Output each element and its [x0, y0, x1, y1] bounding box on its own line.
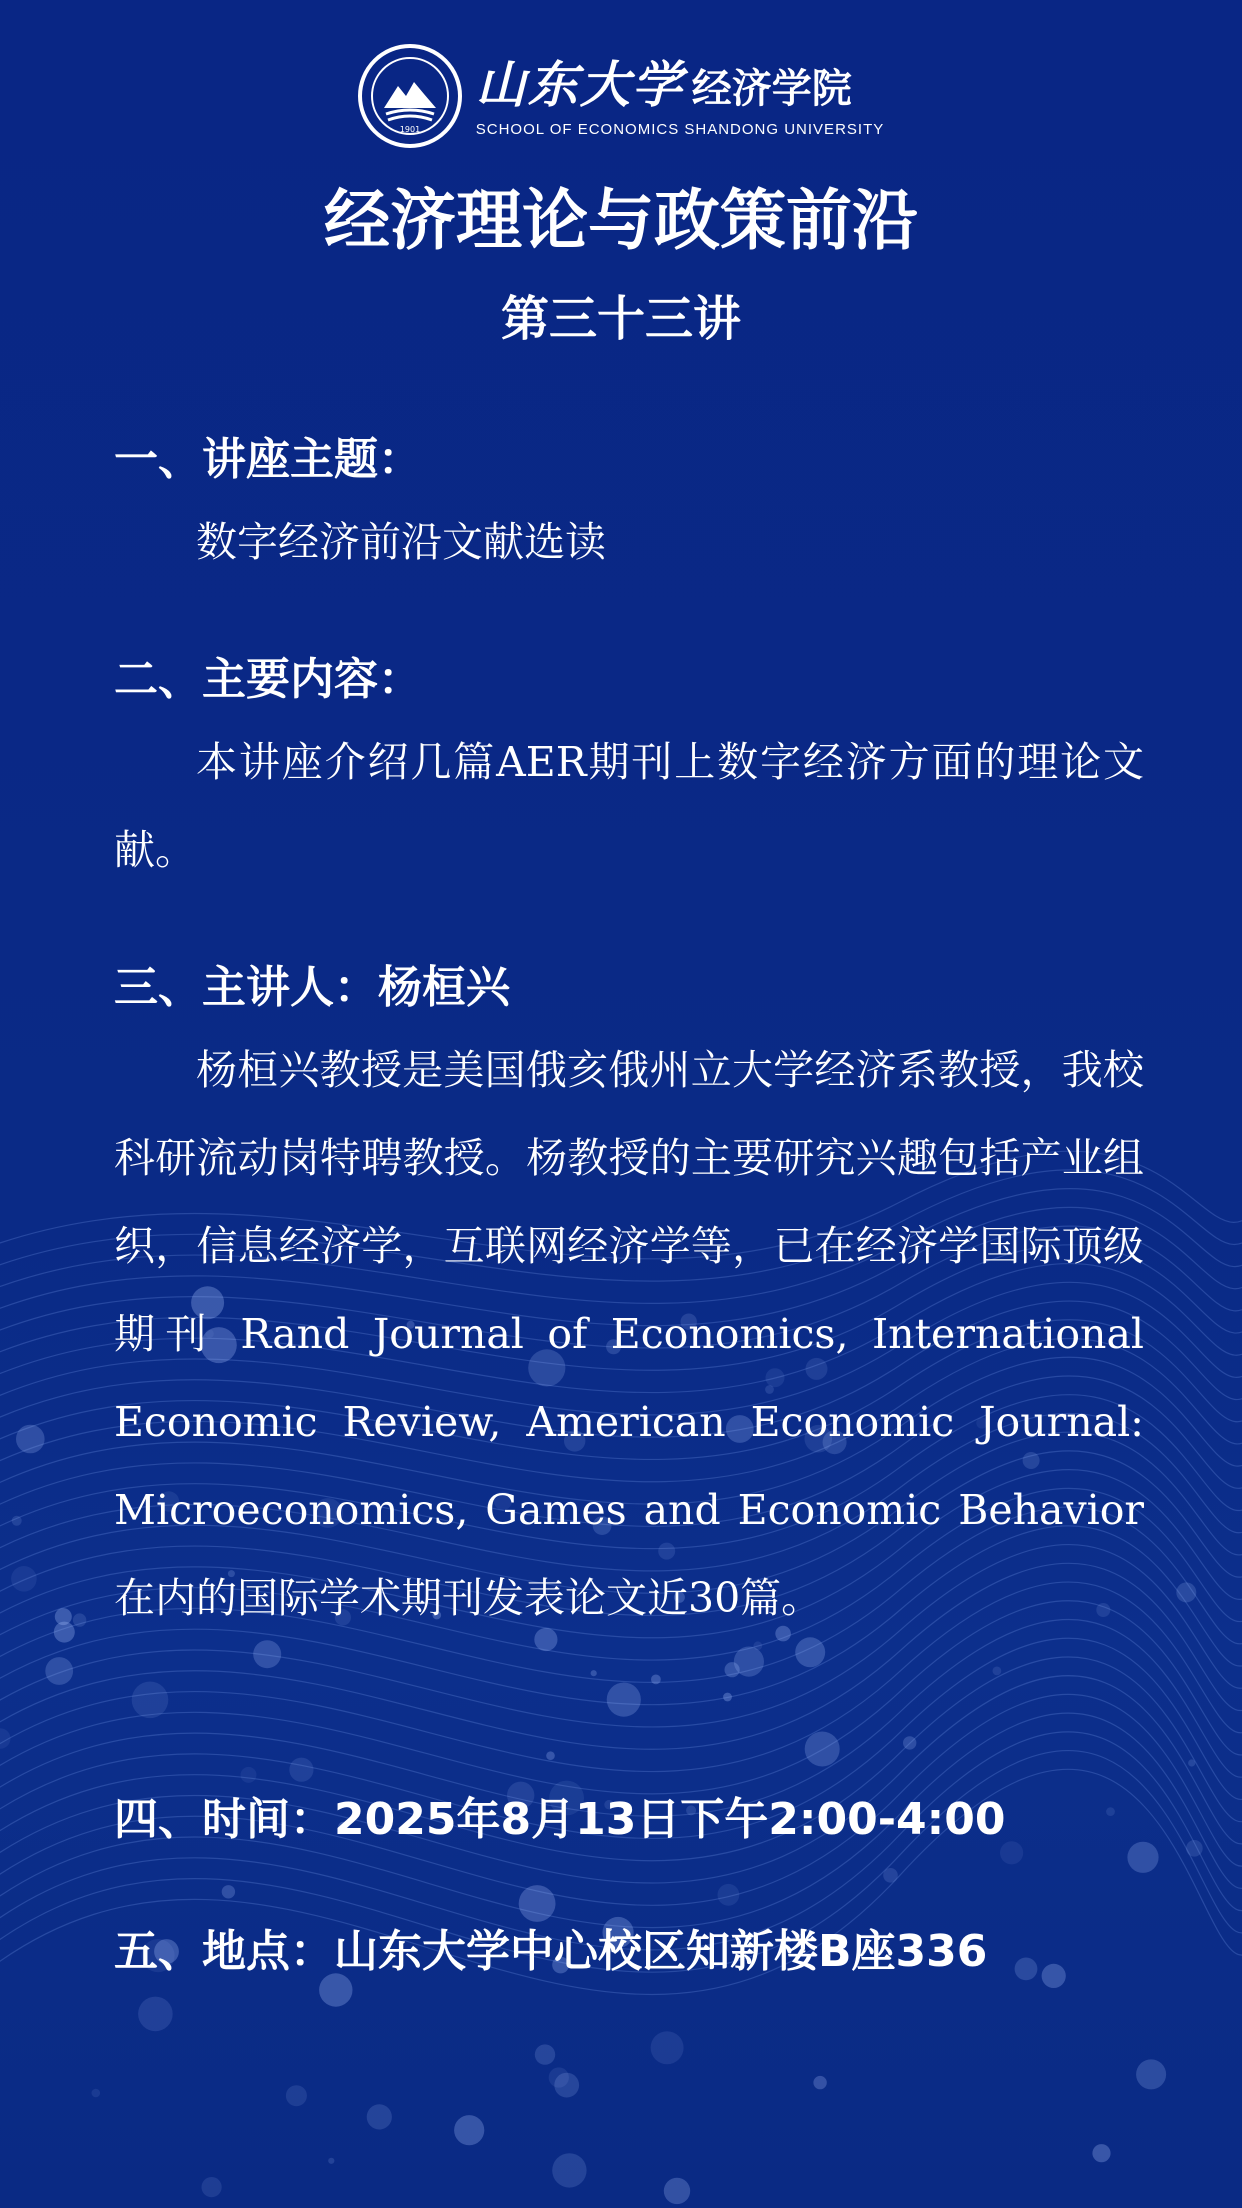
- speaker-bio: 杨桓兴教授是美国俄亥俄州立大学经济系教授，我校科研流动岗特聘教授。杨教授的主要研究兴趣包括产业组织，信息经济学，互联网经济学等，已在经济学国际顶级期刊 Rand Journal of Economics, International Economic Review, American Economic Journal: Microeconomics, Games and Economic Behavior在内的国际学术期刊发表论文近30篇。: [114, 1046, 1144, 1622]
- bokeh-dot: [241, 1767, 257, 1783]
- section-topic: [114, 430, 1144, 586]
- bokeh-dot: [328, 2158, 334, 2164]
- bokeh-dot: [1176, 1582, 1196, 1602]
- location-heading: 五、地点：山东大学中心校区知新楼B座336: [114, 1926, 988, 1977]
- bokeh-dot: [92, 2089, 101, 2098]
- school-name: 经济学院: [691, 65, 852, 112]
- section-time: [114, 1790, 1144, 1850]
- bokeh-dot: [805, 1732, 840, 1767]
- bokeh-dot: [664, 2178, 690, 2204]
- content-heading: 二、主要内容：: [114, 654, 422, 705]
- bokeh-dot: [16, 1425, 45, 1454]
- bokeh-dot: [883, 1868, 898, 1883]
- bokeh-dot: [202, 2177, 222, 2197]
- university-calligraphy: 山东大学: [475, 54, 684, 114]
- speaker-heading: 三、主讲人：杨桓兴: [114, 962, 510, 1013]
- bokeh-dot: [0, 1728, 11, 1749]
- bokeh-dot: [11, 1566, 37, 1592]
- bokeh-dot: [549, 2067, 569, 2087]
- bokeh-dot: [73, 1613, 86, 1626]
- school-logo: [0, 44, 1242, 148]
- bokeh-dot: [253, 1640, 281, 1668]
- section-speaker: [114, 958, 1144, 1642]
- bokeh-dot: [1188, 1759, 1195, 1766]
- bokeh-dot: [12, 1516, 22, 1526]
- bokeh-dot: [993, 1667, 1002, 1676]
- bokeh-dot: [367, 2104, 392, 2129]
- bokeh-dot: [454, 2115, 484, 2145]
- bokeh-dot: [1186, 1840, 1203, 1857]
- bokeh-dot: [1092, 2144, 1110, 2162]
- bokeh-dot: [55, 1608, 72, 1625]
- bokeh-dot: [132, 1682, 169, 1719]
- bokeh-dot: [1136, 2059, 1166, 2089]
- section-content: [114, 650, 1144, 894]
- time-heading: 四、时间：2025年8月13日下午2:00-4:00: [114, 1794, 1006, 1845]
- bokeh-dot: [138, 1997, 173, 2032]
- bokeh-dot: [222, 1885, 235, 1898]
- university-seal-icon: [358, 44, 462, 148]
- bokeh-dot: [591, 1670, 597, 1676]
- bokeh-dot: [903, 1736, 916, 1749]
- seal-year: 1901: [399, 125, 420, 134]
- bokeh-dot: [651, 1675, 661, 1685]
- lecture-number: 第三十三讲: [500, 291, 741, 347]
- bokeh-dot: [607, 1683, 641, 1717]
- bokeh-dot: [286, 2085, 307, 2106]
- bokeh-dot: [289, 1758, 313, 1782]
- logo-text-block: [476, 55, 885, 138]
- wave-line: [0, 1619, 1242, 1816]
- bokeh-dot: [535, 2044, 555, 2064]
- bokeh-dot: [519, 1885, 556, 1922]
- topic-body: 数字经济前沿文献选读: [196, 518, 606, 566]
- bokeh-dot: [734, 1647, 764, 1677]
- poster-title: 经济理论与政策前沿: [324, 182, 918, 259]
- bokeh-dot: [723, 1693, 732, 1702]
- bokeh-dot: [651, 2031, 684, 2064]
- content-body: 本讲座介绍几篇AER期刊上数字经济方面的理论文献。: [114, 738, 1144, 874]
- bokeh-dot: [753, 1641, 762, 1650]
- bokeh-dot: [552, 2153, 586, 2187]
- bokeh-dot: [813, 2076, 826, 2089]
- bokeh-dot: [45, 1657, 73, 1685]
- section-location: [114, 1922, 1144, 1982]
- bokeh-dot: [546, 1751, 555, 1760]
- bokeh-dot: [718, 1884, 740, 1906]
- topic-heading: 一、讲座主题：: [114, 434, 422, 485]
- school-name-en: SCHOOL OF ECONOMICS SHANDONG UNIVERSITY: [475, 120, 885, 138]
